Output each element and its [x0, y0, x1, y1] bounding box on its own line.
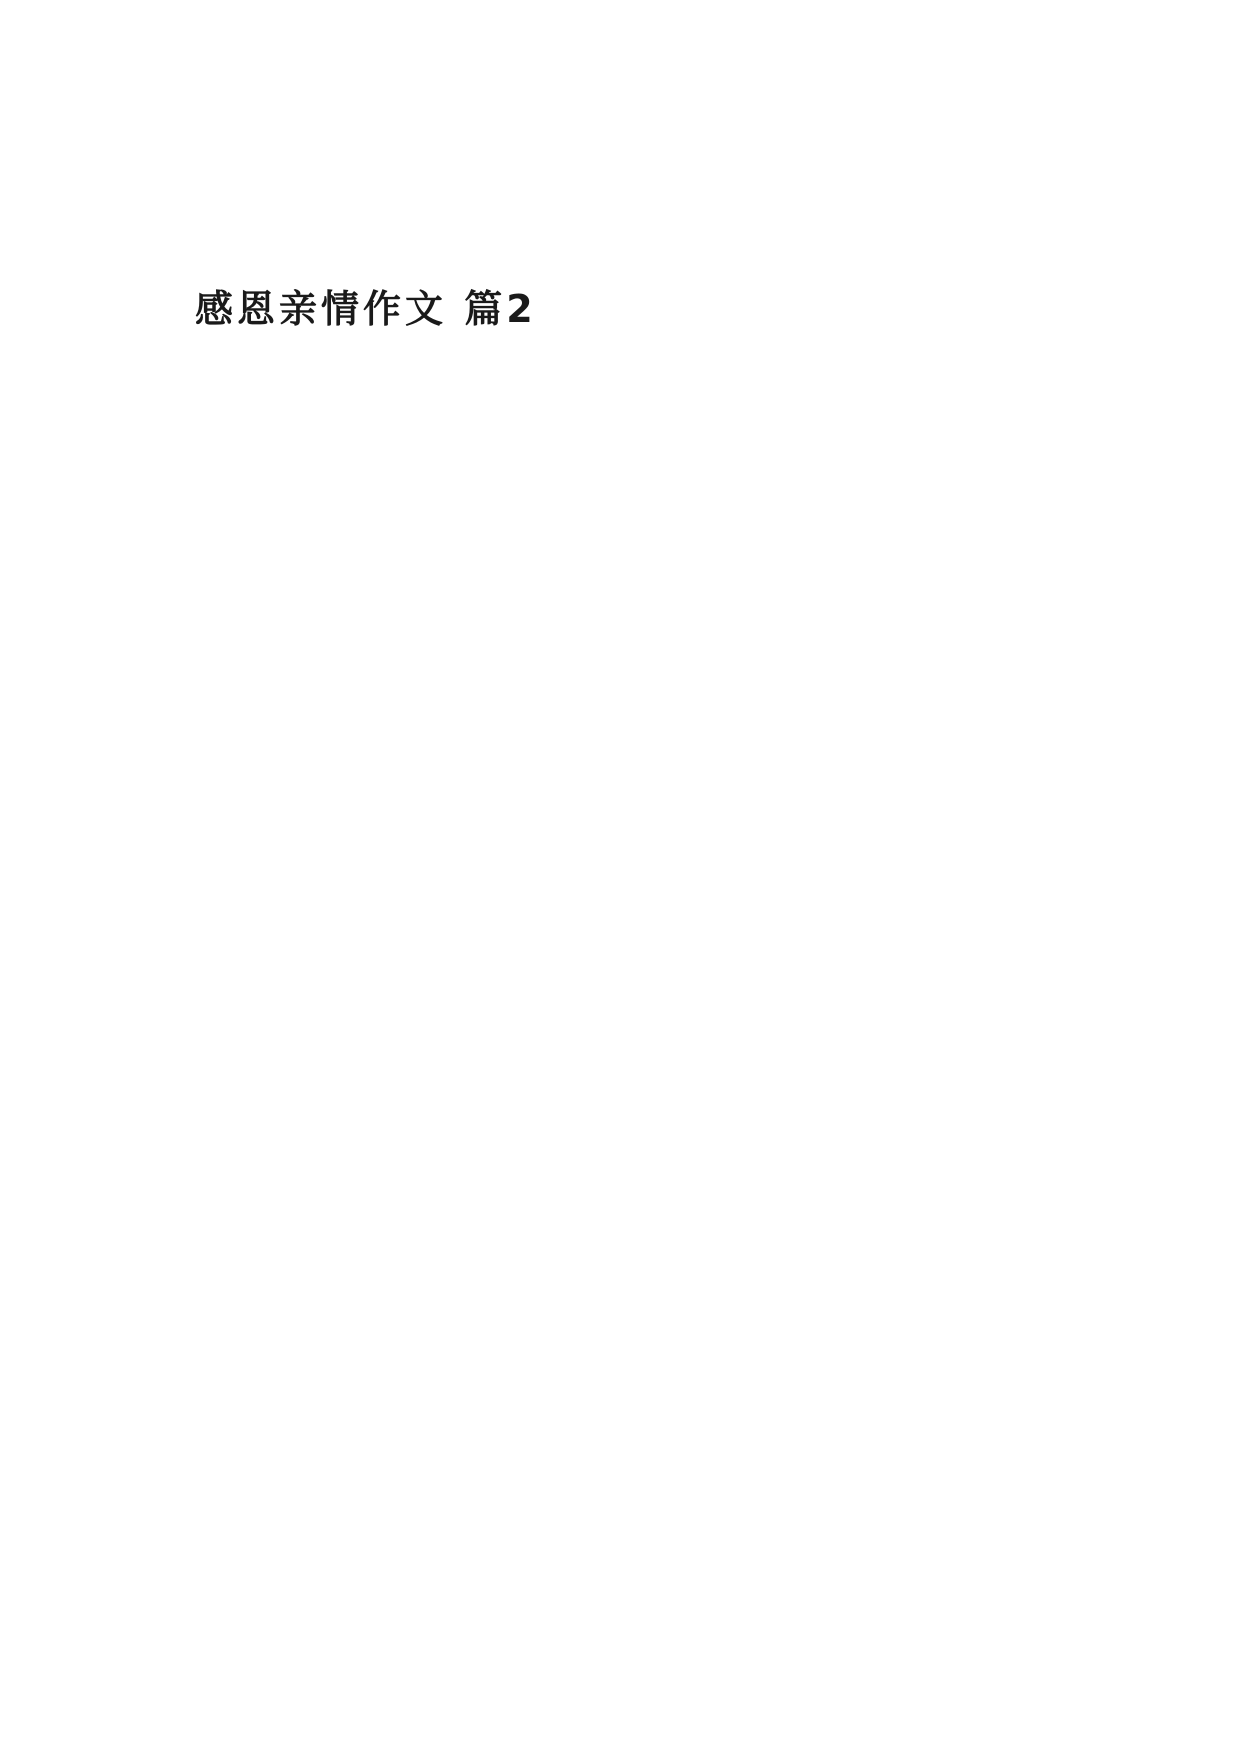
- section-heading: 感恩亲情作文 篇2: [195, 287, 537, 331]
- paragraph-4: [195, 404, 1075, 458]
- paragraph-3: [195, 342, 1075, 396]
- paragraph-1: [195, 160, 1075, 214]
- paragraph-2: [195, 222, 1075, 276]
- text-column: [195, 160, 1075, 458]
